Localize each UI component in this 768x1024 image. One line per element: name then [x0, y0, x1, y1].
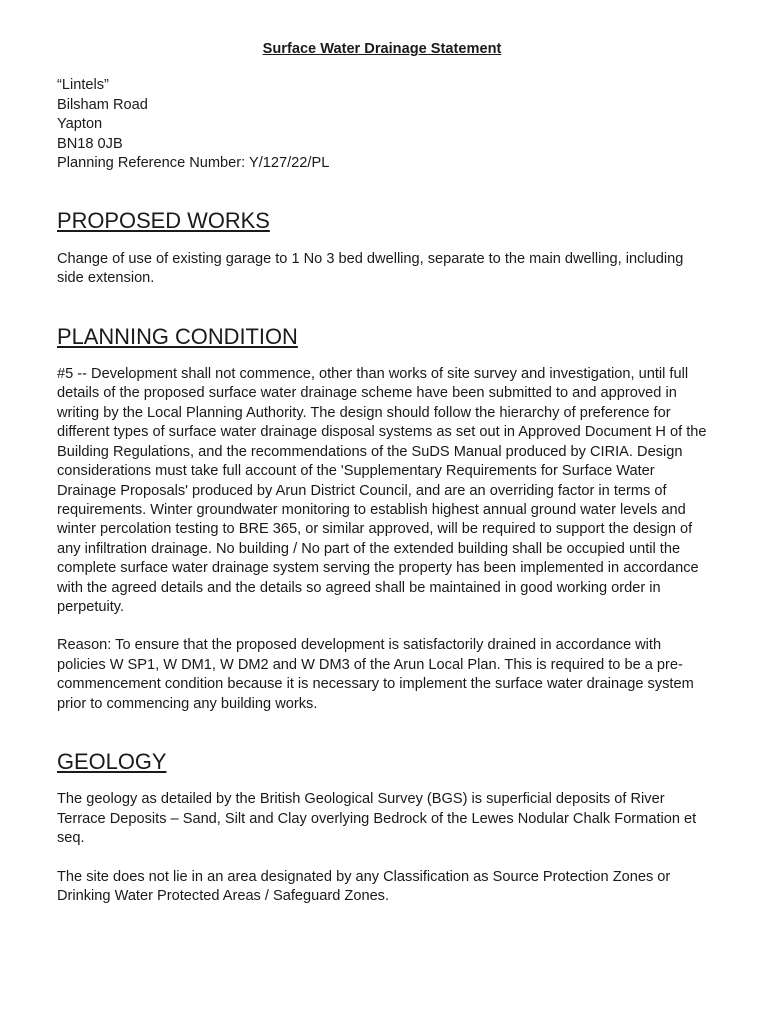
proposed-works-section [57, 208, 707, 288]
street-line: Bilsham Road [57, 96, 148, 113]
property-name: “Lintels” [57, 77, 109, 94]
document-title: Surface Water Drainage Statement [262, 41, 502, 57]
planning-condition-section [57, 323, 707, 714]
postcode-line: BN18 0JB [57, 135, 123, 152]
proposed-works-heading: PROPOSED WORKS [57, 208, 270, 234]
geology-heading: GEOLOGY [57, 748, 167, 774]
planning-condition-paragraph: #5 -- Development shall not commence, other than works of site survey and investigation, until full details of the proposed surface water drainage scheme have been submitted to and approved in writing by the Local Planning Authority. The design should follow the hierarchy of preference for different types of surface water drainage disposal systems as set out in Approved Document H of the Building Regulations, and the recommendations of the SuDS Manual produced by CIRIA. Design considerations must take full account of the 'Supplementary Requirements for Surface Water Drainage Proposals' produced by Arun District Council, and are an overriding factor in terms of requirements. Winter groundwater monitoring to establish highest annual ground water levels and winter percolation testing to BRE 365, or similar approved, will be required to support the design of any infiltration drainage. No building / No part of the extended building shall be occupied until the complete surface water drainage system serving the property has been implemented in accordance with the agreed details and the details so agreed shall be maintained in good working order in perpetuity. [57, 366, 707, 615]
address-block [57, 76, 707, 173]
source-protection-paragraph: The site does not lie in an area designated by any Classification as Source Protection Zones or Drinking Water Protected Areas / Safeguard Zones. [57, 868, 671, 904]
proposed-works-paragraph: Change of use of existing garage to 1 No 3 bed dwelling, separate to the main dwelling, including side extension. [57, 250, 684, 287]
geology-paragraph: The geology as detailed by the British Geological Survey (BGS) is superficial deposits of River Terrace Deposits – Sand, Silt and Clay overlying Bedrock of the Lewes Nodular Chalk Formation et seq. [57, 791, 697, 847]
planning-condition-heading: PLANNING CONDITION [57, 323, 298, 349]
document-page [57, 40, 707, 906]
town-line: Yapton [57, 116, 103, 133]
planning-condition-reason-paragraph: Reason: To ensure that the proposed development is satisfactorily drained in accordance with policies W SP1, W DM1, W DM2 and W DM3 of the Arun Local Plan. This is required to be a pre-commencement condition because it is necessary to implement the surface water drainage system prior to commencing any building works. [57, 637, 694, 712]
planning-reference-line: Planning Reference Number: Y/127/22/PL [57, 155, 330, 172]
geology-section [57, 748, 707, 906]
